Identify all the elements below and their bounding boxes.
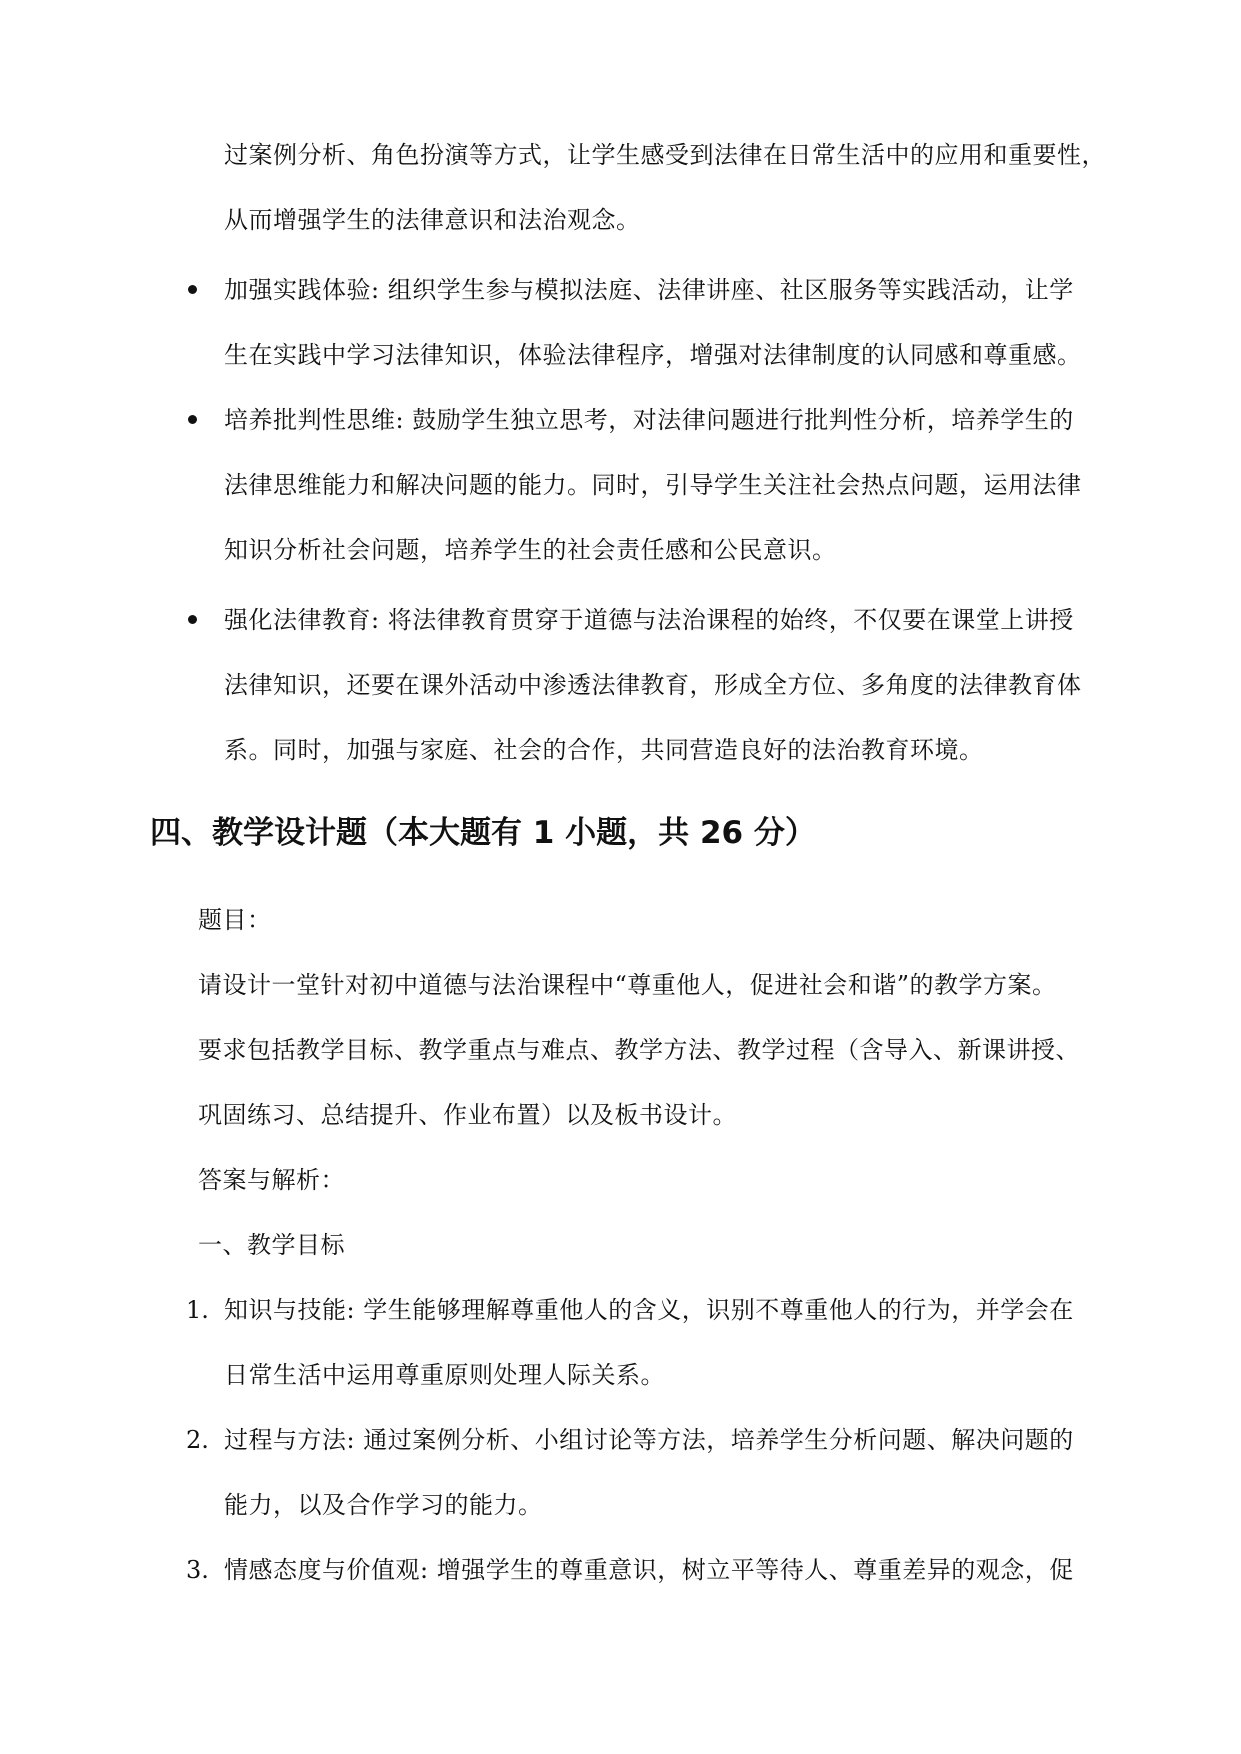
question-line: 巩固练习、总结提升、作业布置）以及板书设计。 (198, 1101, 737, 1129)
numbered-line: 日常生活中运用尊重原则处理人际关系。 (224, 1361, 665, 1389)
bullet-line: 培养批判性思维: 鼓励学生独立思考，对法律问题进行批判性分析，培养学生的 (224, 406, 1074, 434)
question-label: 题目： (198, 906, 272, 934)
list-marker: 3. (186, 1556, 209, 1584)
subheading: 一、教学目标 (198, 1231, 345, 1259)
list-marker: 1. (186, 1296, 209, 1324)
bullet-dot (188, 415, 197, 424)
answer-label: 答案与解析： (198, 1166, 345, 1194)
list-marker: 2. (186, 1426, 209, 1454)
intro-line: 过案例分析、角色扮演等方式，让学生感受到法律在日常生活中的应用和重要性， (224, 141, 1106, 169)
bullet-line: 法律思维能力和解决问题的能力。同时，引导学生关注社会热点问题，运用法律 (224, 471, 1082, 499)
question-line: 要求包括教学目标、教学重点与难点、教学方法、教学过程（含导入、新课讲授、 (198, 1036, 1080, 1064)
question-line: 请设计一堂针对初中道德与法治课程中“尊重他人，促进社会和谐”的教学方案。 (198, 971, 1057, 999)
numbered-line: 知识与技能: 学生能够理解尊重他人的含义，识别不尊重他人的行为，并学会在 (224, 1296, 1074, 1324)
bullet-line: 法律知识，还要在课外活动中渗透法律教育，形成全方位、多角度的法律教育体 (224, 671, 1082, 699)
bullet-line: 加强实践体验: 组织学生参与模拟法庭、法律讲座、社区服务等实践活动，让学 (224, 276, 1074, 304)
bullet-line: 生在实践中学习法律知识，体验法律程序，增强对法律制度的认同感和尊重感。 (224, 341, 1082, 369)
intro-line: 从而增强学生的法律意识和法治观念。 (224, 206, 641, 234)
bullet-dot (188, 285, 197, 294)
numbered-line: 过程与方法: 通过案例分析、小组讨论等方法，培养学生分析问题、解决问题的 (224, 1426, 1074, 1454)
bullet-line: 知识分析社会问题，培养学生的社会责任感和公民意识。 (224, 536, 837, 564)
bullet-dot (188, 615, 197, 624)
bullet-line: 系。同时，加强与家庭、社会的合作，共同营造良好的法治教育环境。 (224, 736, 984, 764)
section-heading: 四、教学设计题（本大题有 1 小题，共 26 分） (150, 815, 816, 851)
numbered-line: 情感态度与价值观: 增强学生的尊重意识，树立平等待人、尊重差异的观念，促 (224, 1556, 1074, 1584)
bullet-line: 强化法律教育: 将法律教育贯穿于道德与法治课程的始终，不仅要在课堂上讲授 (224, 606, 1074, 634)
numbered-line: 能力，以及合作学习的能力。 (224, 1491, 543, 1519)
